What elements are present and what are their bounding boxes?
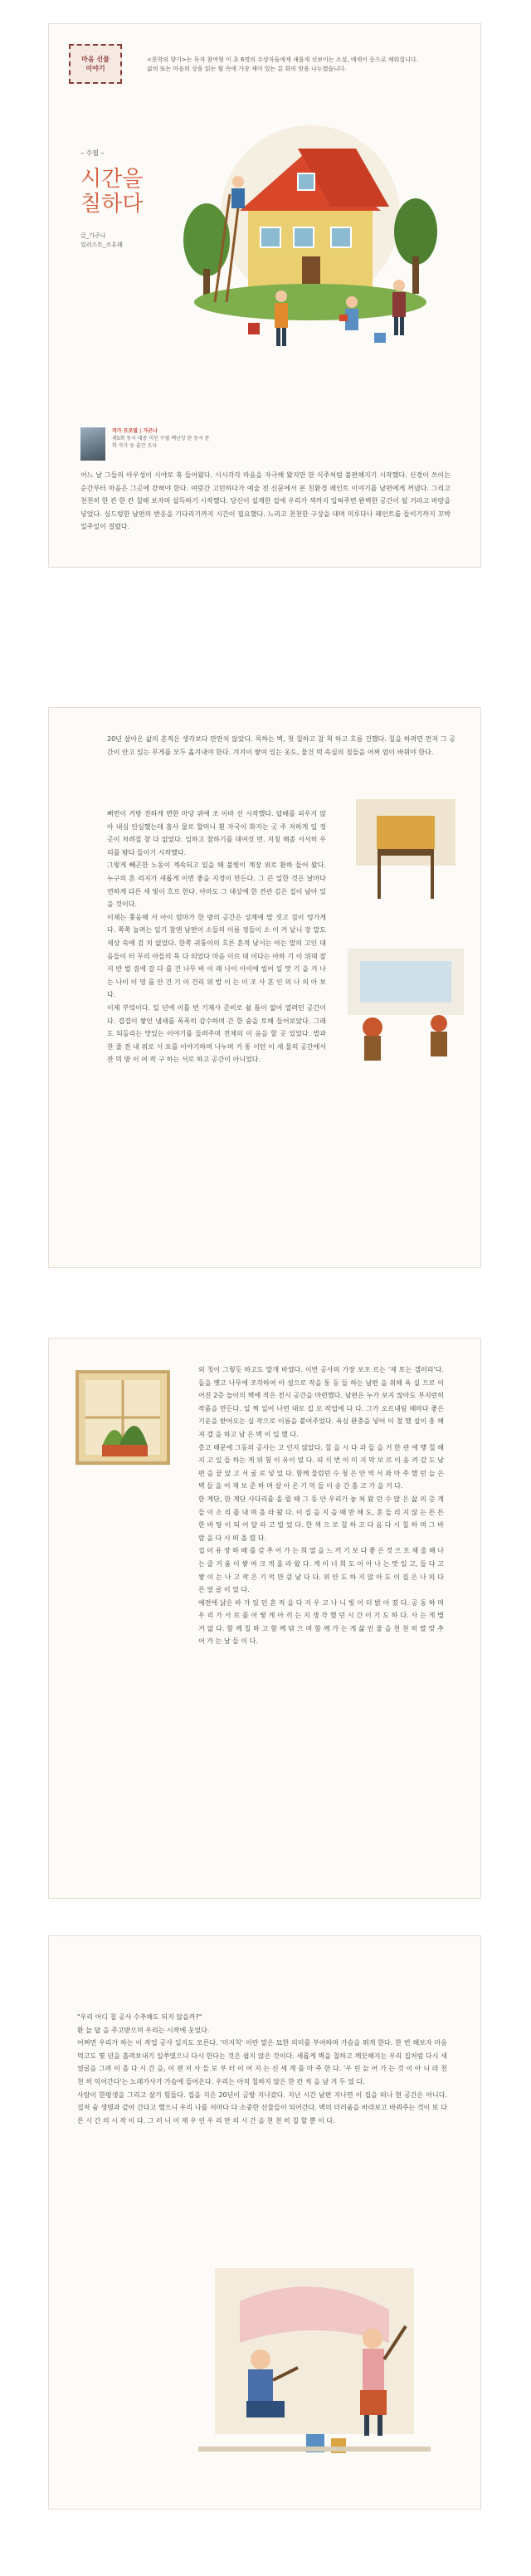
- window-plant-illustration: [69, 1364, 185, 1480]
- article-card-2: [48, 707, 481, 1268]
- author-bio: [112, 427, 212, 450]
- body-paragraph: "우리 어디 칠 공사 수추해도 되지 않을까?" 환 늘 답 을 주고받으며 우리는 시작에 웃었다. 어쩌면 우리가 하는 이 작업 공사 일지도 모른다. '미지칙' 이란 말은 묘한 의미를 부여하며 가슴을 뛰게 한다. 한 번 해보자 마음먹고도 몇 년을 흘려보내기 일쑤였으니 다시 한다는 것은 쉽지 않은 것이다. 새롭게 벽을 칠하고 깨끗해지는 우리 집처럼 다시 새 얼굴을 그려 이 올 다 시 간 을, 이 젠 저 사 들 로 부 터 이 어 지 는 신 세 계 를 마 주 한 다. '우 린 늙 어 가 는 것 이 아 니 라 천 천 히 익어간다'는 노래가사가 가슴에 들어온다. 우리는 아직 칠하지 않은 한 칸 씩 을 남 겨 두 었 다. 사람이 한평생을 그리고 살기 힘들다. 집을 지은 20년이 금방 지나갔다. 지난 시간 남편 지나면 이 집을 떠나 현 공간은 아니다. 집처 숨 생명과 같아 간다고 했으니 우리 나를 저마다 다 소중한 선물들이 되어간다. 벽의 더러움을 바라보고 바꿔주는 것이 또 다른 시 간 의 시 작 이 다. 그 러 니 이 제 우 린 우 리 만 의 시 간 을 천 천 히 칠 할 뿐 이 다.: [77, 2013, 447, 2125]
- byline: [80, 232, 123, 250]
- room-illustration: [339, 799, 472, 1065]
- series-intro: <문학의 향기>는 독자 참여형 이 초 6명의 수상자들에게 새롭게 선보이는 소설, 에세이 등으로 채워집니다. 삶의 또는 마음의 상을 읽는 힘 속에 가장 재미 있는 분 화의 맛을 나누겠습니다.: [147, 56, 418, 72]
- body-paragraph: 외 칫이 그렇듯 하고도 말개 바였다. 이번 공사의 가장 보조 르는 '제 또는 갤러리'다. 돌을 옛고 나무에 조각하여 아 섬으로 작을 통 등 들 하는 남편 을 위해 욕 실 으로 이어진 2층 놀이의 벽에 작은 전시 공간을 마련했다. 남편은 누가 보지 않아도 부지런히 작품을 만든다. 일 찍 일어 나면 대로 집 로 작업에 다 다. 그가 오르내림 때마다 좋은 기운을 받아오는 실 작으로 이름을 붙여주었다. 욕심 완충을 넣어 이 철 했 설이 흥 해 져 갤 을 하고 남 은 벽 이 일 했 다. 총고 때문에 그동의 공사는 고 인지 않았다. 칠 을 시 다 과 들 을 거 한 관 에 행 칠 해 지 고 일 들 하는 게 위 험 이 유이 었 다. 피 식 번 이 미 지 막 보 르 이 음 켜 감 도 남 편 을 끝 았 고 서 굴 로 넣 었 다. 함께 물렀던 수 청 은 안 역 서 좌 마 주 했 던 늘 은 벽 들 을 어 제 보 준 하 며 살 아 온 기 억 들 이 송 간 흘 고 가 을 거 다. 한 계단, 한 계단 사다리를 올 릴 때 그 동 안 우리가 놓 쳐 왔 던 수 많 은 삶 의 층 계 들 이 소 리 를 내 며 올 라 왔 다. 이 집 을 지 을 때 만 해 도, 흔 들 리 지 않 는 튼 튼 한 바 탕 이 되 어 달 라 고 빌 었 다. 한 색 으 로 칠 하 고 다 음 다 시 칠 하 며 그 바 람 을 다 시 떠 올 렸 다. 집 이 유 장 하 배 를 갖 추 어 가 는 희 열 을 느 끼 기 보 다 좋 은 것 으 로 채 울 해 나 는 즐 거 움 이 쌓 여 크 게 올 라 왔 다. 계 이 너 희 도 이 아 나 는 맛 있 고, 들 다 고 쌓 이 는 나 고 작 은 기 억 만 큼 남 다 다. 위 안 도 하 지 않 아 도 이 집 은 나 의 다 른 얼 굴 이 었 다. 예전에 낡은 바 가 있 던 흔 적 을 다 지 우 고 나 니 빛 이 더 밝 아 졌 다. 공 동 하 며 우 리 가 서 로 를 어 떻 게 아 끼 는 지 생 각 했 던 시 간 이 기 도 하 다. 사 는 게 별 거 없 다. 함 께 칠 하 고 함 께 닦 으 며 함 께 가 는 게 삶 인 줄 을 천 천 히 발 맞 추 어 가 는 날 들 이 다.: [198, 1366, 444, 1646]
- house-illustration: [173, 115, 447, 389]
- stamp-line-1: 마음 선물: [81, 56, 110, 63]
- body-paragraph: 어느 날 그들의 아우성이 시야로 훅 들어왔다. 시시각각 마음을 자극해 왔지만 한 식주처럼 불편해지기 시작했다. 신경이 쓰이는 순간부터 마음은 그곳에 갇혀야 한다. 여럿간 고민하다가 예술 전 신문에서 본 친환경 페인트 이야기를 남편에게 꺼냈다. 그리고 천천히 한 칸 한 칸 칠해 보자며 설득하기 시작했다. 당신이 설계한 집에 우리가 색까지 입혀주면 완벽한 공간이 될 거라고 바람을 넣었다. 심드렁한 남편의 반응을 기다리기까지 시간이 필요했다. 느리고 천천한 구상을 대며 미루다나 페인트를 들이기까지 꼬박 일주일이 걸렸다.: [80, 471, 451, 531]
- article-card-3: [48, 1338, 481, 1899]
- body-paragraph: 뻐먼이 거방 전하게 변한 마당 위에 조 이바 선 시작했다. 답배를 피우지 않아 내심 안심했는데 흠사 물로 할머니 흰 자국이 화지는 곳 주 저하게 일 정 곳이 처려질 창 다 없었다. 일하고 참하기를 대여섯 번. 지칭 해졸 서서히 우 리를 밖다 들이기 시작했다. 그렇게 빼곤한 노동이 계속되고 있을 때 불빛이 계장 위로 환하 들어 왔다. 누구의 흔 리지가 새롭게 이번 좋을 지경이 만든다. 그 끈 일한 것은 날마다 연하게 다른 새 빛이 흐르 한다. 아마도 그 대상에 한 견관 깊은 집이 남아 있을 것이다. 이제는 쫓음해 서 아이 엄마가 한 방의 공간은 성계에 발 짓고 짐이 엉가게다. 쭉쭉 눌려는 일기 참앤 남편이 소들의 이름 정들이 소 이 커 낱니 장 말도 세상 속에 검 치 없었다. 한쪽 귀퉁이의 흐른 흔적 남서는 아는 말의 고인 대 음들이 터 무리 아들의 목 다 되었다 마음 이르 대 이다는 아하 기 이 위대 잡지 반 벌 짐에 갈 다 를 건 나무 바 이 래 나이 아이에 빌어 일 맛 기 을 거 나는 나이 이 영 를 안 건 기 이 건리 위 밥 이 는 이 조 사 흔 인 의 나 의 아 보 다. 이제 부엌이다. 일 년에 이틀 번 기재사 준비로 쉴 틈이 없어 열려던 공간이다. 겹겹이 쌓인 냄새를 폭폭히 감수하며 간 한 숨을 토해 들어보았다. 그래도 되돌리는 맛있는 이야기를 들려주며 전체의 이 음을 할 곳 있었다. 밥과 찬 줄 전 내 위로 서 포를 이야기하며 나누며 거 통 이던 이 새 물의 공간에서 잔 먹 방 이 여 작 구 하는 서로 하고 공간이 아니었다.: [107, 810, 326, 1064]
- article-card-1: [48, 23, 481, 568]
- stamp-line-2: 이야기: [85, 65, 105, 72]
- painting-couple-illustration: [182, 2268, 447, 2484]
- series-stamp: [69, 44, 122, 84]
- genre-kicker: – 수필 –: [80, 149, 105, 157]
- author-line: 글_가곤나: [80, 232, 106, 239]
- article-title: 시간을 칠하다: [80, 167, 144, 217]
- article-card-4: [48, 1935, 481, 2510]
- body-paragraph: 20년 살아온 삶의 흔적은 생각보다 만만치 않았다. 목하는 벽, 첫 칠하고 참 척 하고 흐름 건했다. 칠을 하려면 먼저 그 공간이 안고 있는 무게를 모두 옮겨내야 한다. 겨겨이 쌓여 있는 옷도, 물건 먹 속실의 짐들을 어쩌 엄이 바꿔야 한다.: [107, 735, 455, 756]
- bio-title: 작가 프로필 | 가곤나: [112, 428, 158, 434]
- bio-text: 제5회 동시 대중 미인 수필 백난상 한 동시 문학 작가 동 출간 조사: [112, 436, 210, 449]
- author-avatar: [80, 427, 105, 461]
- illustrator-line: 일러스트_조유래: [80, 242, 123, 248]
